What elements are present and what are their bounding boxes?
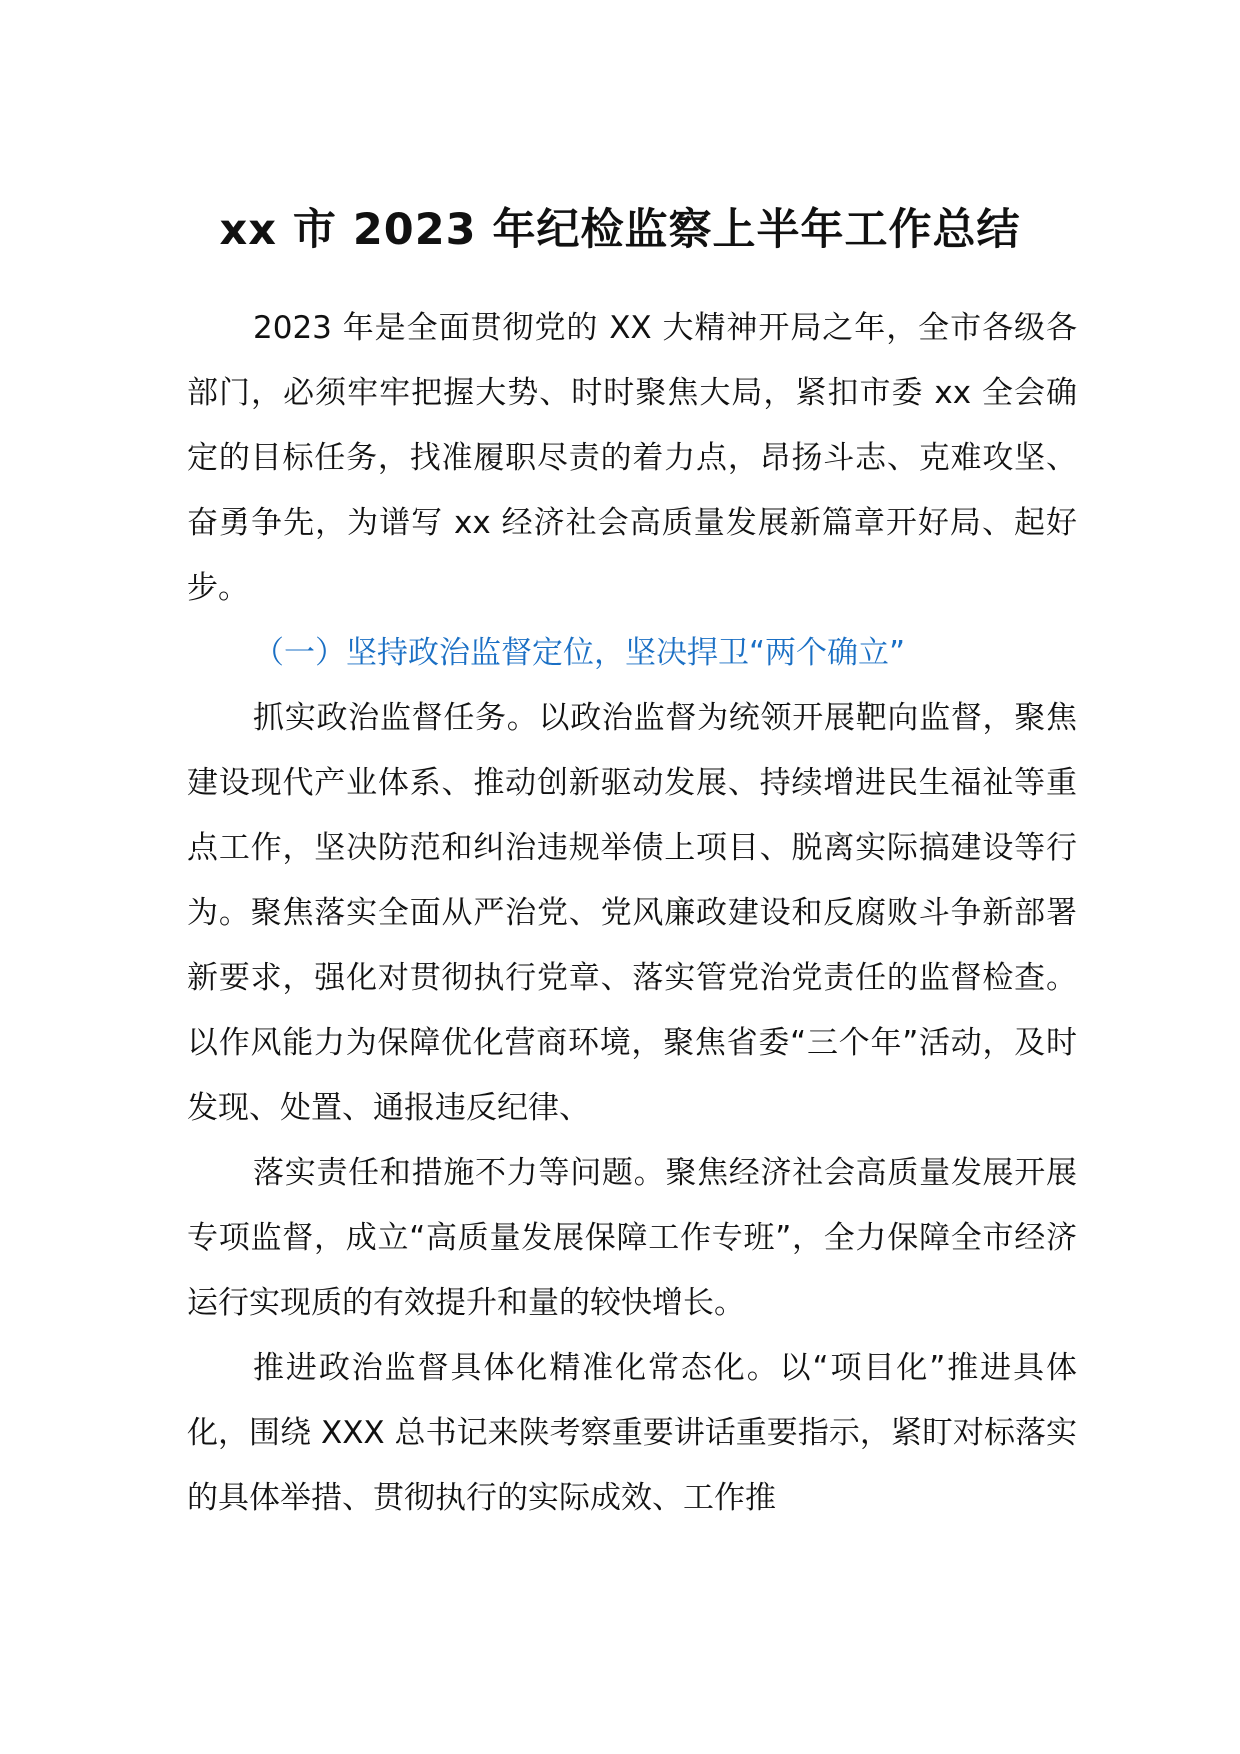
paragraph-political-supervision: 抓实政治监督任务。以政治监督为统领开展靶向监督，聚焦建设现代产业体系、推动创新驱动发展、持续增进民生福祉等重点工作，坚决防范和纠治违规举债上项目、脱离实际搞建设等行为。聚焦落实全面从严治党、党风廉政建设和反腐败斗争新部署新要求，强化对贯彻执行党章、落实管党治党责任的监督检查。以作风能力为保障优化营商环境，聚焦省委“三个年”活动，及时发现、处置、通报违反纪律、 [187,700,1077,1126]
paragraph-intro: 2023 年是全面贯彻党的 XX 大精神开局之年，全市各级各部门，必须牢牢把握大势、时时聚焦大局，紧扣市委 xx 全会确定的目标任务，找准履职尽责的着力点，昂扬斗志、克难攻坚、奋勇争先，为谱写 xx 经济社会高质量发展新篇章开好局、起好步。 [187,310,1077,606]
document-body [187,296,1077,1531]
section-heading-1: （一）坚持政治监督定位，坚决捍卫“两个确立” [253,635,906,671]
document-title: xx 市 2023 年纪检监察上半年工作总结 [219,205,1021,255]
paragraph-specific-supervision: 推进政治监督具体化精准化常态化。以“项目化”推进具体化，围绕 XXX 总书记来陕考察重要讲话重要指示，紧盯对标落实的具体举措、贯彻执行的实际成效、工作推 [187,1350,1077,1516]
paragraph-responsibility: 落实责任和措施不力等问题。聚焦经济社会高质量发展开展专项监督，成立“高质量发展保障工作专班”，全力保障全市经济运行实现质的有效提升和量的较快增长。 [187,1155,1077,1321]
